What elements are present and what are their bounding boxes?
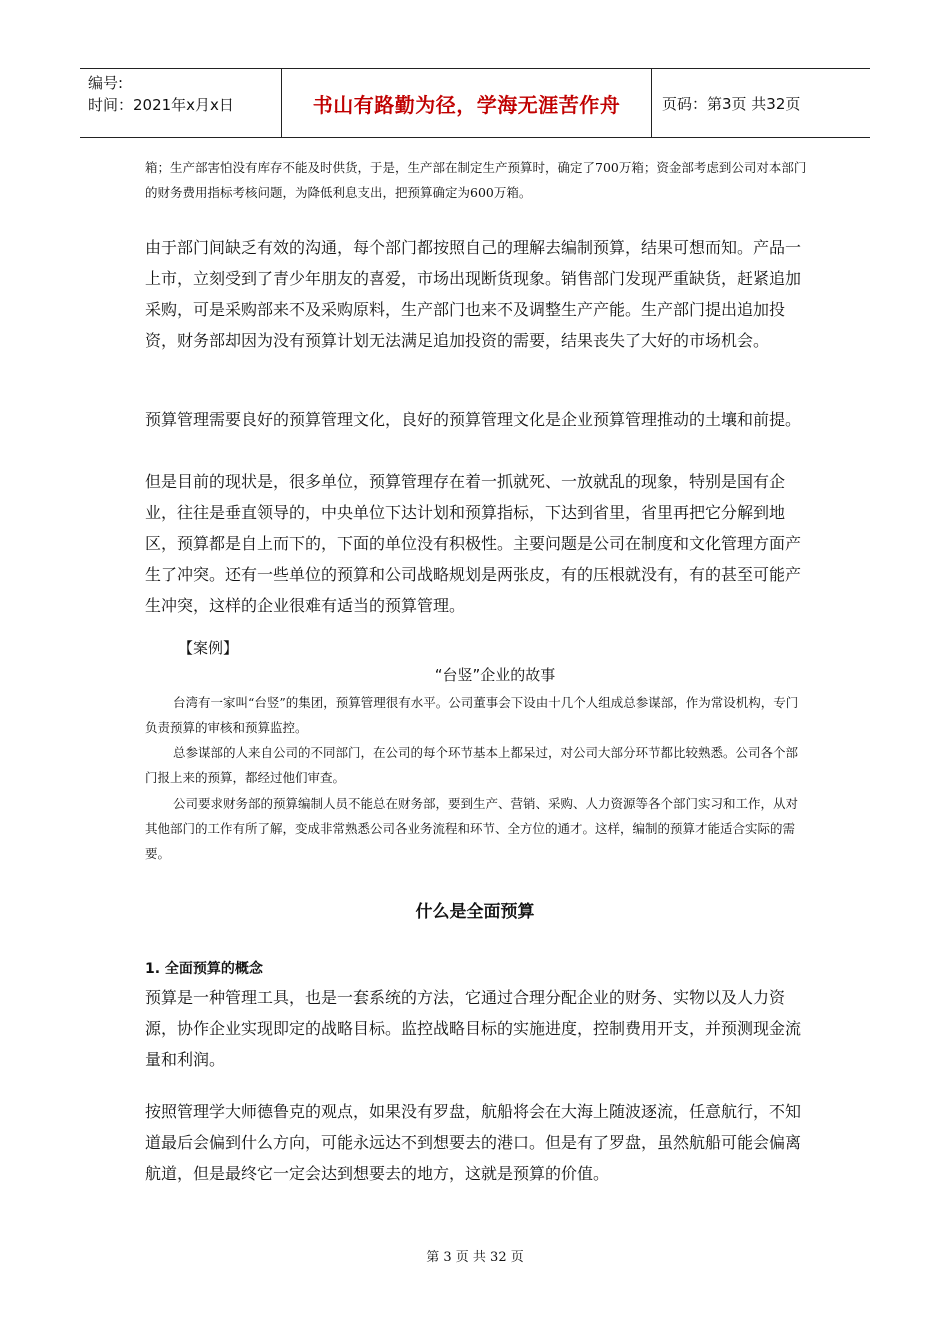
page-footer: 第 3 页 共 32 页 — [426, 1250, 524, 1265]
section-paragraph-1: 预算是一种管理工具，也是一套系统的方法，它通过合理分配企业的财务、实物以及人力资源，协作企业实现即定的战略目标。监控战略目标的实施进度，控制费用开支，并预测现金流量和利润。 — [145, 988, 802, 1069]
case-paragraph-3: 公司要求财务部的预算编制人员不能总在财务部，要到生产、营销、采购、人力资源等各个部门实习和工作，从对其他部门的工作有所了解，变成非常熟悉公司各业务流程和环节、全方位的通才。这样，编制的预算才能适合实际的需要。 — [145, 796, 799, 861]
section-title: 什么是全面预算 — [415, 902, 535, 922]
paragraph-continued: 箱；生产部害怕没有库存不能及时供货，于是，生产部在制定生产预算时，确定了700万箱；资金部考虑到公司对本部门的财务费用指标考核问题，为降低利息支出，把预算确定为600万箱。 — [145, 160, 807, 200]
case-label: 【案例】 — [178, 639, 239, 657]
section-subtitle: 1. 全面预算的概念 — [145, 961, 263, 977]
date-label: 时间：2021年x月x日 — [88, 96, 234, 114]
case-paragraph-2: 总参谋部的人来自公司的不同部门，在公司的每个环节基本上都呆过，对公司大部分环节都比较熟悉。公司各个部门报上来的预算，都经过他们审查。 — [145, 745, 799, 785]
header-meta — [80, 69, 282, 137]
paragraph-status: 但是目前的现状是，很多单位，预算管理存在着一抓就死、一放就乱的现象，特别是国有企业，往往是垂直领导的，中央单位下达计划和预算指标，下达到省里，省里再把它分解到地区，预算都是自上而下的，下面的单位没有积极性。主要问题是公司在制度和文化管理方面产生了冲突。还有一些单位的预算和公司战略规划是两张皮，有的压根就没有，有的甚至可能产生冲突，这样的企业很难有适当的预算管理。 — [145, 472, 802, 615]
paragraph-culture: 预算管理需要良好的预算管理文化，良好的预算管理文化是企业预算管理推动的土壤和前提。 — [145, 410, 802, 429]
section-paragraph-2: 按照管理学大师德鲁克的观点，如果没有罗盘，航船将会在大海上随波逐流，任意航行，不知道最后会偏到什么方向，可能永远达不到想要去的港口。但是有了罗盘，虽然航船可能会偏离航道，但是最终它一定会达到想要去的地方，这就是预算的价值。 — [145, 1102, 802, 1183]
header-page-label: 页码：第3页 共32页 — [662, 94, 801, 113]
header-table — [80, 68, 870, 138]
paragraph-communication: 由于部门间缺乏有效的沟通，每个部门都按照自己的理解去编制预算，结果可想而知。产品一上市，立刻受到了青少年朋友的喜爱，市场出现断货现象。销售部门发现严重缺货，赶紧追加采购，可是采购部来不及采购原料，生产部门也来不及调整生产产能。生产部门提出追加投资，财务部却因为没有预算计划无法满足追加投资的需要，结果丧失了大好的市场机会。 — [145, 238, 802, 350]
header-motto: 书山有路勤为径，学海无涯苦作舟 — [282, 69, 652, 137]
number-label: 编号: — [88, 74, 124, 92]
case-paragraph-1: 台湾有一家叫“台竖”的集团，预算管理很有水平。公司董事会下设由十几个人组成总参谋部，作为常设机构，专门负责预算的审核和预算监控。 — [145, 695, 799, 735]
case-title: “台竖”企业的故事 — [434, 666, 556, 684]
